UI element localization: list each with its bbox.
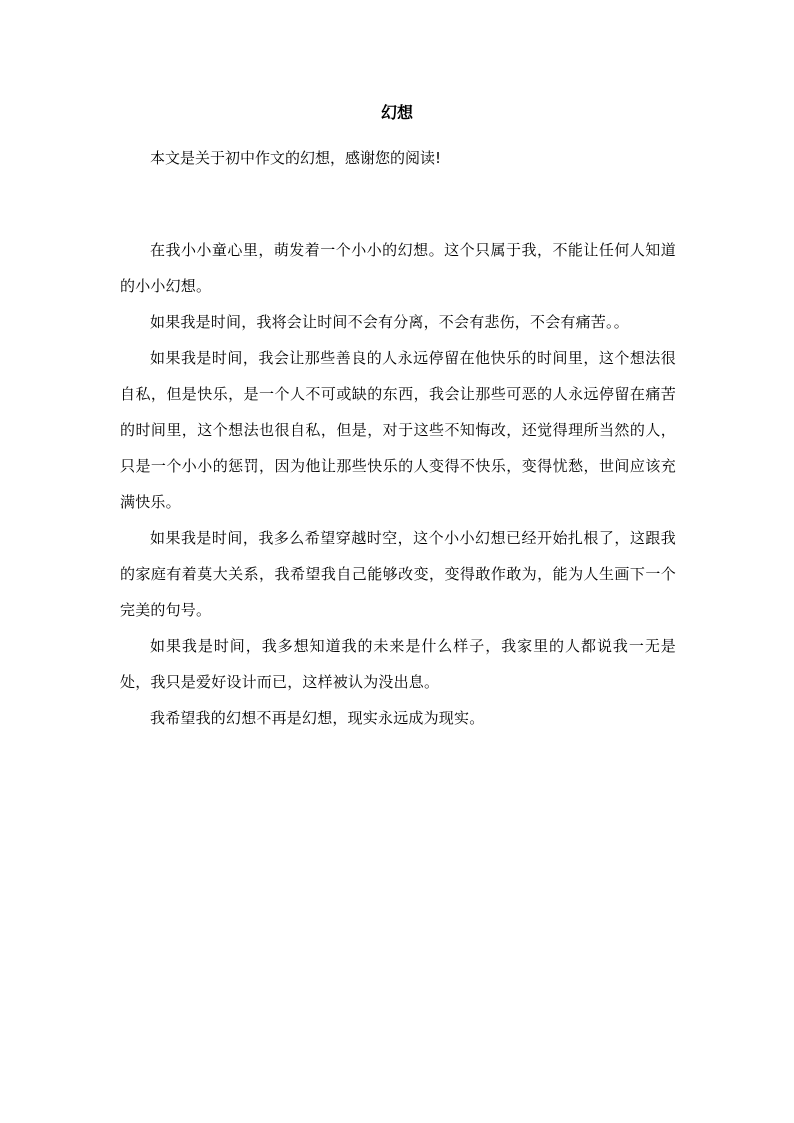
intro-text: 本文是关于初中作文的幻想，感谢您的阅读! <box>150 149 442 167</box>
paragraph-1: 在我小小童心里，萌发着一个小小的幻想。这个只属于我，不能让任何人知道的小小幻想。 <box>120 241 676 295</box>
article-body <box>120 232 676 736</box>
page-title: 幻想 <box>380 103 413 122</box>
paragraph-2: 如果我是时间，我将会让时间不会有分离，不会有悲伤，不会有痛苦。。 <box>150 313 629 331</box>
paragraph-6: 我希望我的幻想不再是幻想，现实永远成为现实。 <box>150 709 485 727</box>
paragraph-4: 如果我是时间，我多么希望穿越时空，这个小小幻想已经开始扎根了，这跟我的家庭有着莫大关系，我希望我自己能够改变，变得敢作敢为，能为人生画下一个完美的句号。 <box>120 529 676 619</box>
paragraph-3: 如果我是时间，我会让那些善良的人永远停留在他快乐的时间里，这个想法很自私，但是快乐，是一个人不可或缺的东西，我会让那些可恶的人永远停留在痛苦的时间里，这个想法也很自私，但是，对于这些不知悔改，还觉得理所当然的人，只是一个小小的惩罚，因为他让那些快乐的人变得不快乐，变得忧愁，世间应该充满快乐。 <box>120 349 676 511</box>
paragraph-5: 如果我是时间，我多想知道我的未来是什么样子，我家里的人都说我一无是处，我只是爱好设计而已，这样被认为没出息。 <box>120 637 676 691</box>
